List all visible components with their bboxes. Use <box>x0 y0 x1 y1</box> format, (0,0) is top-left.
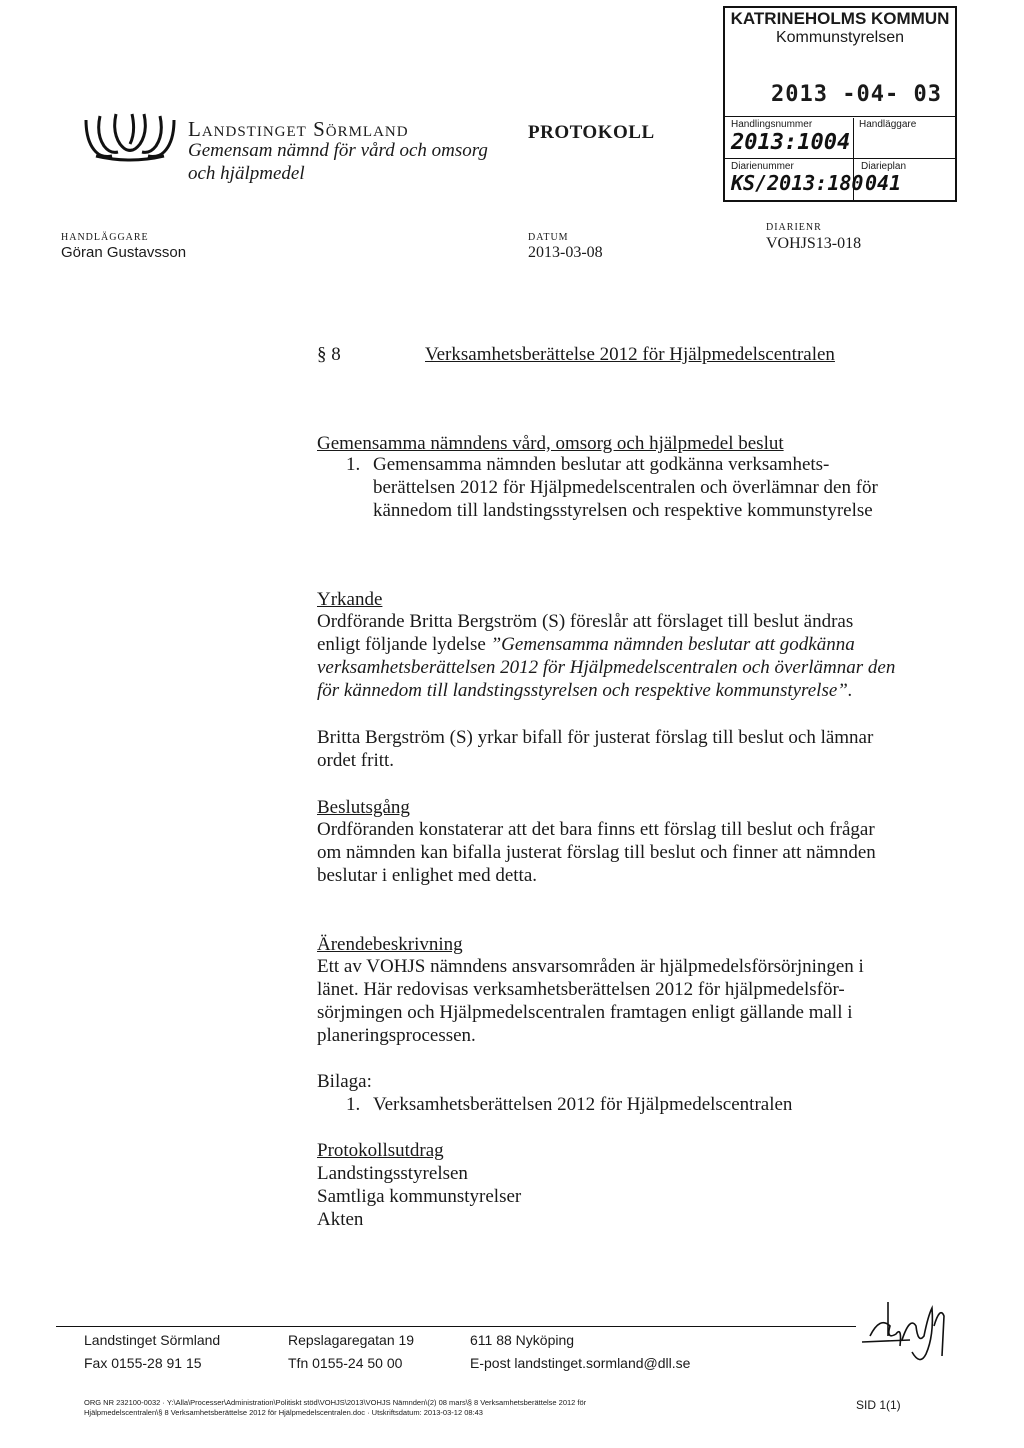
bilaga-heading: Bilaga: <box>317 1071 372 1092</box>
yrkande-p2-line-2: ordet fritt. <box>317 750 395 771</box>
footer-email: E-post landstinget.sormland@dll.se <box>470 1355 691 1371</box>
handlaggare-name: Göran Gustavsson <box>61 244 187 261</box>
protokollsutdrag-heading: Protokollsutdrag <box>317 1140 444 1161</box>
stamp-handlingsnummer-label: Handlingsnummer <box>731 119 813 130</box>
stamp-org: KATRINEHOLMS KOMMUN <box>730 9 950 28</box>
footer-orgnr-line-1: ORG NR 232100-0032 · Y:\Alla\Processer\Administration\Politiskt stöd\VOHJS\2013\VOHJS Nämnden\(2) 08 mars\§ 8 Verksamhetsberättelse 2012 för <box>84 1398 587 1407</box>
stamp-sub: Kommunstyrelsen <box>775 29 905 46</box>
datum-value: 2013-03-08 <box>528 244 603 261</box>
arende-heading: Ärendebeskrivning <box>317 934 463 955</box>
footer-address: Repslagaregatan 19 <box>288 1332 415 1348</box>
org-name: Landstinget Sörmland <box>188 117 409 141</box>
stamp-diarienummer-label: Diarienummer <box>731 161 794 172</box>
beslutsgang-heading: Beslutsgång <box>317 797 410 818</box>
stamp-diarieplan-value: 041 <box>865 171 902 195</box>
footer-page: SID 1(1) <box>856 1398 901 1412</box>
handwritten-signature <box>860 1296 950 1376</box>
registration-stamp <box>723 6 957 202</box>
arende-line-1: Ett av VOHJS nämndens ansvarsområden är hjälpmedelsförsörjningen i <box>317 956 864 977</box>
org-subtitle: Gemensam nämnd för vård och omsorg och hjälpmedel <box>188 140 488 184</box>
yrkande-heading: Yrkande <box>317 589 383 610</box>
footer-org: Landstinget Sörmland <box>84 1332 221 1348</box>
datum-label: DATUM <box>528 232 569 243</box>
protokollsutdrag-line-2: Samtliga kommunstyrelser <box>317 1186 522 1207</box>
footer-fax: Fax 0155-28 91 15 <box>84 1355 202 1371</box>
yrkande-p2-line-1: Britta Bergström (S) yrkar bifall för justerat förslag till beslut och lämnar <box>317 727 874 748</box>
decision-item-number: 1. <box>346 454 361 475</box>
beslutsgang-line-2: om nämnden kan bifalla justerat förslag till beslut och finner att nämnden <box>317 842 876 863</box>
bilaga-item: Verksamhetsberättelsen 2012 för Hjälpmedelscentralen <box>373 1094 793 1115</box>
stamp-handlaggare-label: Handläggare <box>859 119 917 130</box>
arende-line-2: länet. Här redovisas verksamhetsberättelsen 2012 för hjälpmedelsför- <box>317 979 845 1000</box>
bilaga-item-number: 1. <box>346 1094 361 1115</box>
footer-postal: 611 88 Nyköping <box>470 1332 575 1348</box>
stamp-date: 2013 -04- 03 <box>771 82 942 107</box>
section-title: Verksamhetsberättelse 2012 för Hjälpmedelscentralen <box>425 344 835 365</box>
beslutsgang-line-3: beslutar i enlighet med detta. <box>317 865 538 886</box>
stamp-handlingsnummer-value: 2013:1004 <box>731 130 851 155</box>
yrkande-line-3: verksamhetsberättelsen 2012 för Hjälpmedelscentralen och överlämnar den <box>317 657 896 678</box>
doc-type: PROTOKOLL <box>528 122 655 143</box>
yrkande-line-2-italic: ”Gemensamma nämnden beslutar att godkänna <box>490 634 855 655</box>
arende-line-3: sörjmingen och Hjälpmedelscentralen framtagen enligt gällande mall i <box>317 1002 853 1023</box>
arende-line-4: planeringsprocessen. <box>317 1025 476 1046</box>
decision-line-3: kännedom till landstingsstyrelsen och respektive kommunstyrelse <box>373 500 873 521</box>
yrkande-line-2-plain: enligt följande lydelse <box>317 634 491 655</box>
stamp-diarieplan-label: Diarieplan <box>861 161 907 172</box>
handlaggare-label: HANDLÄGGARE <box>61 232 149 243</box>
footer-tfn: Tfn 0155-24 50 00 <box>288 1355 403 1371</box>
decision-line-2: berättelsen 2012 för Hjälpmedelscentralen och överlämnar den för <box>373 477 878 498</box>
crown-logo-icon <box>82 112 178 162</box>
protokollsutdrag-line-3: Akten <box>317 1209 364 1230</box>
paragraph-mark: § 8 <box>317 344 341 365</box>
yrkande-line-1: Ordförande Britta Bergström (S) föreslår att förslaget till beslut ändras <box>317 611 854 632</box>
footer-orgnr-line-2: Hjälpmedelscentralen\§ 8 Verksamhetsberättelse 2012 för Hjälpmedelscentralen.doc · Utskriftsdatum: 2013-03-12 08:43 <box>84 1408 483 1417</box>
stamp-diarienummer-value: KS/2013:180 <box>731 171 864 195</box>
protokollsutdrag-line-1: Landstingsstyrelsen <box>317 1163 468 1184</box>
beslutsgang-line-1: Ordföranden konstaterar att det bara finns ett förslag till beslut och frågar <box>317 819 875 840</box>
decision-heading: Gemensamma nämndens vård, omsorg och hjälpmedel beslut <box>317 433 784 454</box>
diarienr-label: DIARIENR <box>766 222 822 233</box>
diarienr-value: VOHJS13-018 <box>766 235 862 252</box>
yrkande-line-4: för kännedom till landstingsstyrelsen och respektive kommunstyrelse”. <box>317 680 853 701</box>
decision-line-1: Gemensamma nämnden beslutar att godkänna verksamhets- <box>373 454 830 475</box>
